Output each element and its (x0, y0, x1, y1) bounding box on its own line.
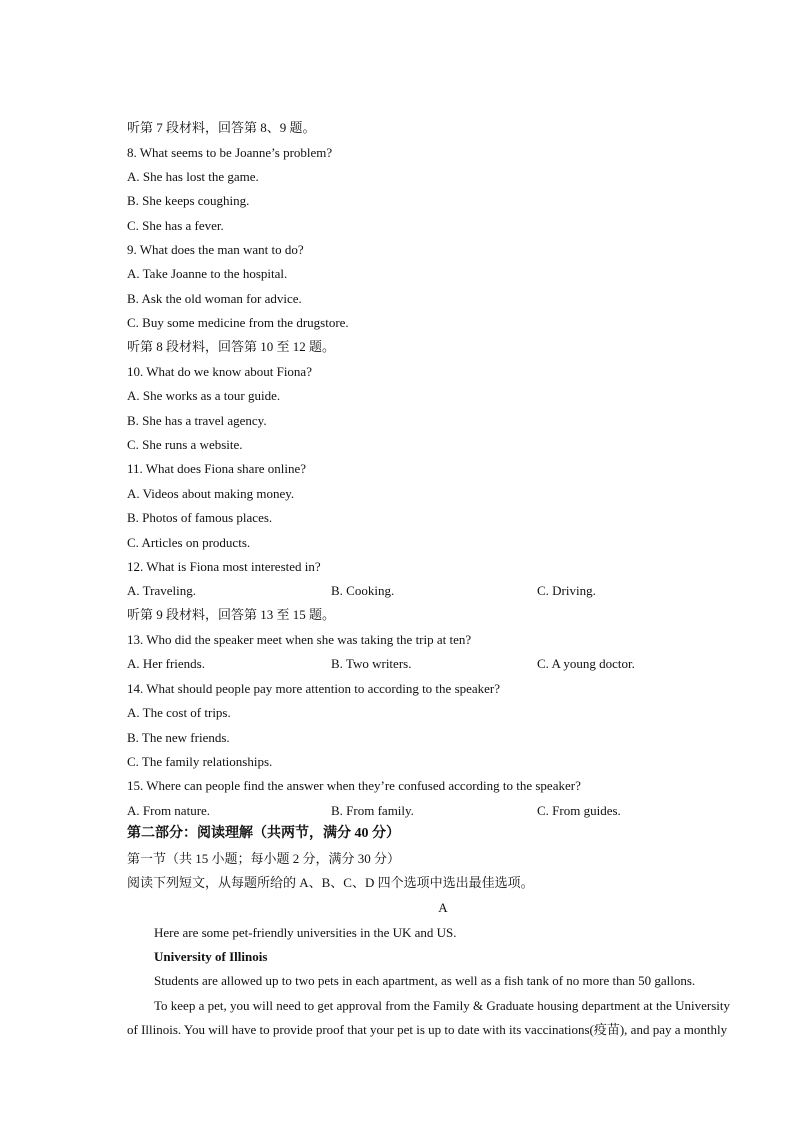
q13-option-a: A. Her friends. (127, 656, 205, 671)
q10-option-c: C. She runs a website. (127, 437, 243, 452)
q8-option-c: C. She has a fever. (127, 218, 224, 233)
q12-option-c: C. Driving. (537, 583, 596, 598)
q13-option-c: C. A young doctor. (537, 656, 635, 671)
part-2-title: 第二部分：阅读理解（共两节，满分 40 分） (127, 826, 400, 841)
section-8-instruction: 听第 8 段材料，回答第 10 至 12 题。 (127, 339, 336, 354)
q11-option-c: C. Articles on products. (127, 535, 251, 550)
question-12: 12. What is Fiona most interested in? (127, 559, 321, 574)
q11-option-a: A. Videos about making money. (127, 486, 295, 501)
question-8: 8. What seems to be Joanne’s problem? (127, 145, 333, 160)
q14-option-b: B. The new friends. (127, 730, 230, 745)
passage-paragraph-2-line-2: of Illinois. You will have to provide proof that your pet is up to date with its vaccinations(疫苗), and pay a monthly (127, 1022, 728, 1037)
question-10: 10. What do we know about Fiona? (127, 364, 312, 379)
q13-option-b: B. Two writers. (331, 656, 412, 671)
section-7-instruction: 听第 7 段材料，回答第 8、9 题。 (127, 120, 316, 135)
q8-option-a: A. She has lost the game. (127, 169, 259, 184)
q12-option-b: B. Cooking. (331, 583, 395, 598)
section-1-subtitle: 第一节（共 15 小题；每小题 2 分，满分 30 分） (127, 851, 401, 866)
reading-instruction: 阅读下列短文，从每题所给的 A、B、C、D 四个选项中选出最佳选项。 (127, 875, 534, 890)
q14-option-a: A. The cost of trips. (127, 705, 231, 720)
q15-option-c: C. From guides. (537, 803, 621, 818)
q15-option-b: B. From family. (331, 803, 414, 818)
question-15: 15. Where can people find the answer when they’re confused according to the speaker? (127, 778, 581, 793)
question-9: 9. What does the man want to do? (127, 242, 304, 257)
question-13: 13. Who did the speaker meet when she was taking the trip at ten? (127, 632, 472, 647)
passage-intro: Here are some pet-friendly universities in the UK and US. (154, 925, 457, 940)
q12-option-a: A. Traveling. (127, 583, 196, 598)
q9-option-a: A. Take Joanne to the hospital. (127, 266, 288, 281)
question-11: 11. What does Fiona share online? (127, 461, 307, 476)
q9-option-c: C. Buy some medicine from the drugstore. (127, 315, 349, 330)
passage-paragraph-1: Students are allowed up to two pets in each apartment, as well as a fish tank of no more than 50 gallons. (154, 973, 696, 988)
q9-option-b: B. Ask the old woman for advice. (127, 291, 302, 306)
q8-option-b: B. She keeps coughing. (127, 193, 250, 208)
q10-option-b: B. She has a travel agency. (127, 413, 267, 428)
passage-label: A (438, 900, 448, 915)
passage-paragraph-2-line-1: To keep a pet, you will need to get approval from the Family & Graduate housing department at the University (154, 998, 730, 1013)
question-14: 14. What should people pay more attention to according to the speaker? (127, 681, 501, 696)
q11-option-b: B. Photos of famous places. (127, 510, 273, 525)
q10-option-a: A. She works as a tour guide. (127, 388, 281, 403)
q15-option-a: A. From nature. (127, 803, 211, 818)
passage-heading: University of Illinois (154, 949, 268, 964)
q14-option-c: C. The family relationships. (127, 754, 273, 769)
section-9-instruction: 听第 9 段材料，回答第 13 至 15 题。 (127, 607, 336, 622)
